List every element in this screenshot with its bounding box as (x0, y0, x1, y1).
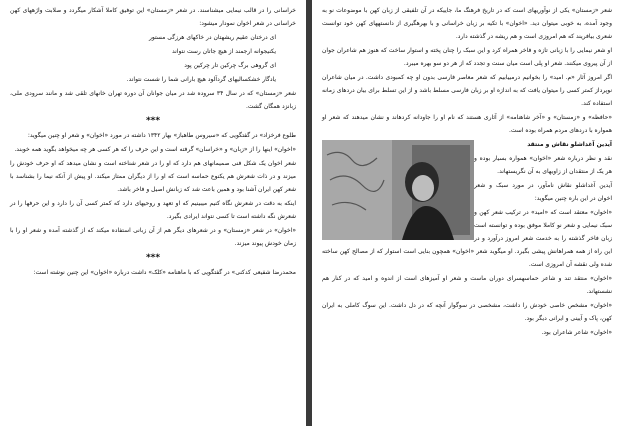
photo-caption: آیدین آغداشلو نقاش و منتقد (527, 141, 612, 148)
paragraph: آیدین آغداشلو نقاش نامآور، در مورد سبک و شعر اخوان در این باره چنین میگوید: (474, 182, 612, 202)
portrait-image (322, 140, 474, 240)
paragraph: محمدرضا شفیعی کدکنی» در گفتگویی که با ماهنامه «کلک» داشت درباره «اخوان» این چنین نوشته است: (33, 269, 296, 276)
left-page (0, 0, 306, 426)
portrait-photo (322, 140, 474, 240)
paragraph: «حافظه» و «زمستان» و «آخر شاهنامه» از آثاری هستند که نام او را جاودانه کردهاند و نشان میدهند که شعر او همواره با دردهای مردم همراه بوده است. (322, 114, 612, 134)
paragraph: طلوع فرخزاد» در گفتگویی که «سیروس طاهباز» بهار ۱۳۴۲ داشته در مورد «اخوان» و شعر او چنین میگوید: (27, 132, 296, 139)
paragraph: شعر «زمستان» که در سال ۳۴ سروده شد در میان جوانان آن دوره تهران خانهای تلقی شد و مانند سرودی ملی، زبانزد همگان گشت. (10, 90, 296, 110)
paragraph: نقد و نظر درباره شعر «اخوان» همواره بسیار بوده و هر یک از منتقدان از زاویهای به آن نگریستهاند. (474, 155, 612, 175)
section-separator: *** (145, 116, 161, 126)
paragraph: «اخوان» مشخص خاصی خودش را داشت، مشخصی در سوگوار آنچه که در دل داشت. این سوگ کاملی به ایران کهن، پاک و آیینی و ایرانی دیگر بود. (322, 302, 612, 322)
paragraph: «اخوان» شاعر شاعران بود. (541, 329, 612, 336)
right-page (312, 0, 622, 426)
paragraph: اینکه به دقت در شعرش نگاه کنیم میبینیم که او تعهد و روحیهای دارد که کمتر کسی آن را دارد و این حرفها را در شعرش نگه داشته است تا کسی نتواند ایرادی بگیرد. (10, 200, 296, 220)
paragraph: خراسانی را در قالب نیمایی میشناسند. در شعر «زمستان» این توفیق کاملا آشکار میگردد و صلابت واژههای کهن خراسانی در شعر اخوان نمودار میشود: (10, 7, 296, 27)
paragraph: «اخوان» منتقد تند و شاعر حماسهسرای دوران ماست و شعر او آمیزهای است از اندوه و امید که در کنار هم نشستهاند. (322, 275, 612, 295)
paragraph: شعر «زمستان» یکی از نوآوریهای است که در تاریخ فرهنگ ما، جاییکه در آن تلفیقی از زبان کهن با موضوعات نو به وجود آمده، به خوبی میتوان دید. «اخوان» با تکیه بر زبان خراسانی و با بهرهگیری از دانستههای کهن خود توانست شعری بیافریند که هم امروزی است و هم ریشه در گذشته دارد. (322, 7, 612, 40)
poem-line: ای گروهی برگ چرکین تار چرکین پود (184, 62, 276, 69)
paragraph: شعر اخوان یک شکل فنی صمیمانهای هم دارد که او را در شعر شناخته است و نشان میدهد که او حرف خودش را میزند و در ذات شعرش هم یکنوع حماسه است که او را از دیگران ممتاز میکند. او پیش از آنکه نیما را بشناسد با شعر کهن ایران آشنا بود و همین باعث شد که زبانش اصیل و فاخر باشد. (10, 160, 296, 193)
section-separator: *** (145, 253, 161, 263)
poem-line: ای درختان عقیم ریشهتان در خاکهای هرزگی مستور (148, 34, 276, 41)
poem-line: یادگار خشکسالیهای گردآلود هیچ بارانی شما را شست نتواند. (126, 76, 276, 83)
paragraph: او شعر نیمایی را با زبانی تازه و فاخر همراه کرد و این سبک را چنان پخته و استوار ساخت که هنوز هم شاعران جوان از آن پیروی میکنند. شعر او پلی است میان سنت و تجدد که از هر دو سو بهره میبرد. (322, 47, 612, 67)
paragraph: «اخوان» اینها را از «زبان» و «خراسان» گرفته است و این حرف را که هر کسی هر چه میخواهد بگوید همه خوبند. (14, 146, 296, 153)
paragraph: «اخوان» در شعر «زمستان» و در شعرهای دیگر هم از آن زبانی استفاده میکند که از گذشته آمده و شعر او را با زمان خودش پیوند میزند. (10, 227, 296, 247)
poem-line: یکنیجوانه ارجمند از هیچ جاتان رست نتواند (171, 48, 276, 55)
poem-excerpt (10, 31, 296, 86)
paragraph: «اخوان» معتقد است که «امید» در ترکیب شعر کهن و سبک نیمایی و شعر نو کاملا موفق بوده و توانسته است زبان فاخر گذشته را به خدمت شعر امروز درآورد و در این راه از همه همراهانش پیشی بگیرد. او میگوید شعر «اخوان» همچون بنایی است استوار که از مصالح کهن ساخته شده ولی نقشه آن امروزی است. (322, 209, 612, 268)
paragraph: اگر امروز آثار «م. امید» را بخوانیم درمییابیم که شعر معاصر فارسی بدون او چه کمبودی داشت. در میان شاعران نوپرداز کمتر کسی را میتوان یافت که به اندازه او بر زبان فارسی مسلط باشد و از این تسلط برای بیان دردهای زمانه استفاده کند. (322, 74, 612, 107)
